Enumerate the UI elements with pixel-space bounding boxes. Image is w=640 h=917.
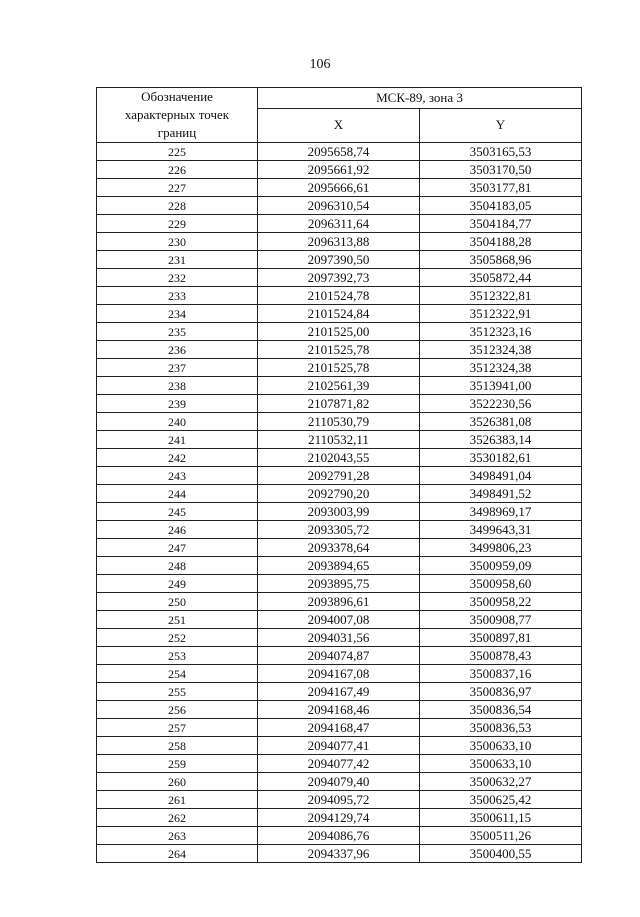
- x-coordinate-cell: 2096311,64: [258, 215, 420, 233]
- y-coordinate-cell: 3500400,55: [420, 845, 582, 863]
- point-number-cell: 227: [97, 179, 258, 197]
- y-coordinate-cell: 3512324,38: [420, 359, 582, 377]
- table-row: [97, 377, 582, 395]
- point-number-cell: 229: [97, 215, 258, 233]
- y-coordinate-cell: 3526381,08: [420, 413, 582, 431]
- table-row: [97, 449, 582, 467]
- x-coordinate-cell: 2101525,78: [258, 341, 420, 359]
- point-number-cell: 259: [97, 755, 258, 773]
- x-coordinate-cell: 2094077,42: [258, 755, 420, 773]
- y-coordinate-cell: 3503165,53: [420, 143, 582, 161]
- table-row: [97, 683, 582, 701]
- point-number-cell: 255: [97, 683, 258, 701]
- point-number-cell: 258: [97, 737, 258, 755]
- table-header: [97, 88, 582, 143]
- table-row: [97, 269, 582, 287]
- x-coordinate-cell: 2095658,74: [258, 143, 420, 161]
- point-number-cell: 247: [97, 539, 258, 557]
- y-coordinate-cell: 3512324,38: [420, 341, 582, 359]
- x-coordinate-cell: 2093003,99: [258, 503, 420, 521]
- x-coordinate-cell: 2101525,00: [258, 323, 420, 341]
- table-row: [97, 791, 582, 809]
- y-coordinate-cell: 3513941,00: [420, 377, 582, 395]
- point-number-cell: 251: [97, 611, 258, 629]
- y-coordinate-cell: 3512323,16: [420, 323, 582, 341]
- table-row: [97, 809, 582, 827]
- table-row: [97, 827, 582, 845]
- table-row: [97, 215, 582, 233]
- x-coordinate-cell: 2092790,20: [258, 485, 420, 503]
- table-row: [97, 143, 582, 161]
- x-coordinate-cell: 2101524,84: [258, 305, 420, 323]
- y-coordinate-cell: 3500959,09: [420, 557, 582, 575]
- header-coordinate-system: МСК-89, зона 3: [258, 88, 582, 109]
- table-row: [97, 539, 582, 557]
- x-coordinate-cell: 2094086,76: [258, 827, 420, 845]
- table-row: [97, 161, 582, 179]
- x-coordinate-cell: 2093895,75: [258, 575, 420, 593]
- x-coordinate-cell: 2093305,72: [258, 521, 420, 539]
- y-coordinate-cell: 3505872,44: [420, 269, 582, 287]
- point-number-cell: 250: [97, 593, 258, 611]
- x-coordinate-cell: 2094074,87: [258, 647, 420, 665]
- table-row: [97, 503, 582, 521]
- point-number-cell: 241: [97, 431, 258, 449]
- point-number-cell: 234: [97, 305, 258, 323]
- table-row: [97, 611, 582, 629]
- x-coordinate-cell: 2096310,54: [258, 197, 420, 215]
- point-number-cell: 253: [97, 647, 258, 665]
- y-coordinate-cell: 3500632,27: [420, 773, 582, 791]
- table-row: [97, 233, 582, 251]
- y-coordinate-cell: 3503170,50: [420, 161, 582, 179]
- y-coordinate-cell: 3500633,10: [420, 737, 582, 755]
- table-row: [97, 647, 582, 665]
- point-number-cell: 245: [97, 503, 258, 521]
- x-coordinate-cell: 2097390,50: [258, 251, 420, 269]
- table-row: [97, 431, 582, 449]
- table-row: [97, 773, 582, 791]
- y-coordinate-cell: 3500897,81: [420, 629, 582, 647]
- y-coordinate-cell: 3512322,91: [420, 305, 582, 323]
- table-row: [97, 737, 582, 755]
- x-coordinate-cell: 2094167,49: [258, 683, 420, 701]
- x-coordinate-cell: 2095661,92: [258, 161, 420, 179]
- table-row: [97, 521, 582, 539]
- x-coordinate-cell: 2102043,55: [258, 449, 420, 467]
- point-number-cell: 240: [97, 413, 258, 431]
- table-row: [97, 395, 582, 413]
- x-coordinate-cell: 2107871,82: [258, 395, 420, 413]
- point-number-cell: 254: [97, 665, 258, 683]
- y-coordinate-cell: 3500958,22: [420, 593, 582, 611]
- table-row: [97, 701, 582, 719]
- y-coordinate-cell: 3530182,61: [420, 449, 582, 467]
- point-number-cell: 231: [97, 251, 258, 269]
- y-coordinate-cell: 3505868,96: [420, 251, 582, 269]
- y-coordinate-cell: 3499806,23: [420, 539, 582, 557]
- point-number-cell: 249: [97, 575, 258, 593]
- table-row: [97, 251, 582, 269]
- y-coordinate-cell: 3498491,04: [420, 467, 582, 485]
- table-row: [97, 467, 582, 485]
- x-coordinate-cell: 2110530,79: [258, 413, 420, 431]
- table-row: [97, 485, 582, 503]
- header-designation-line-2: характерных точек: [124, 107, 230, 122]
- point-number-cell: 235: [97, 323, 258, 341]
- point-number-cell: 262: [97, 809, 258, 827]
- point-number-cell: 226: [97, 161, 258, 179]
- point-number-cell: 243: [97, 467, 258, 485]
- x-coordinate-cell: 2094168,46: [258, 701, 420, 719]
- x-coordinate-cell: 2094079,40: [258, 773, 420, 791]
- point-number-cell: 228: [97, 197, 258, 215]
- x-coordinate-cell: 2101525,78: [258, 359, 420, 377]
- y-coordinate-cell: 3500836,97: [420, 683, 582, 701]
- x-coordinate-cell: 2094095,72: [258, 791, 420, 809]
- table-row: [97, 557, 582, 575]
- y-coordinate-cell: 3500836,53: [420, 719, 582, 737]
- x-coordinate-cell: 2101524,78: [258, 287, 420, 305]
- table-body: [97, 143, 582, 863]
- header-x: X: [258, 108, 420, 142]
- table-row: [97, 197, 582, 215]
- header-designation-line-1: Обозначение: [141, 89, 213, 104]
- x-coordinate-cell: 2094077,41: [258, 737, 420, 755]
- x-coordinate-cell: 2110532,11: [258, 431, 420, 449]
- y-coordinate-cell: 3498491,52: [420, 485, 582, 503]
- x-coordinate-cell: 2092791,28: [258, 467, 420, 485]
- x-coordinate-cell: 2096313,88: [258, 233, 420, 251]
- point-number-cell: 225: [97, 143, 258, 161]
- point-number-cell: 256: [97, 701, 258, 719]
- table-row: [97, 287, 582, 305]
- y-coordinate-cell: 3503177,81: [420, 179, 582, 197]
- point-number-cell: 252: [97, 629, 258, 647]
- x-coordinate-cell: 2094031,56: [258, 629, 420, 647]
- table-row: [97, 755, 582, 773]
- y-coordinate-cell: 3498969,17: [420, 503, 582, 521]
- y-coordinate-cell: 3500633,10: [420, 755, 582, 773]
- x-coordinate-cell: 2093894,65: [258, 557, 420, 575]
- x-coordinate-cell: 2095666,61: [258, 179, 420, 197]
- point-number-cell: 232: [97, 269, 258, 287]
- y-coordinate-cell: 3500908,77: [420, 611, 582, 629]
- point-number-cell: 263: [97, 827, 258, 845]
- y-coordinate-cell: 3504183,05: [420, 197, 582, 215]
- y-coordinate-cell: 3500837,16: [420, 665, 582, 683]
- table-row: [97, 341, 582, 359]
- x-coordinate-cell: 2102561,39: [258, 377, 420, 395]
- point-number-cell: 238: [97, 377, 258, 395]
- table-row: [97, 413, 582, 431]
- point-number-cell: 230: [97, 233, 258, 251]
- point-number-cell: 236: [97, 341, 258, 359]
- y-coordinate-cell: 3500611,15: [420, 809, 582, 827]
- table-row: [97, 719, 582, 737]
- table-row: [97, 593, 582, 611]
- x-coordinate-cell: 2094129,74: [258, 809, 420, 827]
- table-row: [97, 665, 582, 683]
- y-coordinate-cell: 3500958,60: [420, 575, 582, 593]
- y-coordinate-cell: 3500836,54: [420, 701, 582, 719]
- y-coordinate-cell: 3522230,56: [420, 395, 582, 413]
- point-number-cell: 244: [97, 485, 258, 503]
- coordinates-table: [96, 87, 582, 863]
- point-number-cell: 248: [97, 557, 258, 575]
- table-row: [97, 179, 582, 197]
- y-coordinate-cell: 3512322,81: [420, 287, 582, 305]
- x-coordinate-cell: 2094007,08: [258, 611, 420, 629]
- point-number-cell: 264: [97, 845, 258, 863]
- x-coordinate-cell: 2097392,73: [258, 269, 420, 287]
- y-coordinate-cell: 3500511,26: [420, 827, 582, 845]
- table-row: [97, 575, 582, 593]
- y-coordinate-cell: 3526383,14: [420, 431, 582, 449]
- table-row: [97, 323, 582, 341]
- table-row: [97, 845, 582, 863]
- x-coordinate-cell: 2094337,96: [258, 845, 420, 863]
- x-coordinate-cell: 2093896,61: [258, 593, 420, 611]
- point-number-cell: 260: [97, 773, 258, 791]
- y-coordinate-cell: 3500878,43: [420, 647, 582, 665]
- point-number-cell: 237: [97, 359, 258, 377]
- y-coordinate-cell: 3499643,31: [420, 521, 582, 539]
- point-number-cell: 239: [97, 395, 258, 413]
- y-coordinate-cell: 3504188,28: [420, 233, 582, 251]
- x-coordinate-cell: 2094167,08: [258, 665, 420, 683]
- point-number-cell: 233: [97, 287, 258, 305]
- x-coordinate-cell: 2094168,47: [258, 719, 420, 737]
- y-coordinate-cell: 3500625,42: [420, 791, 582, 809]
- page-number: 106: [309, 57, 331, 72]
- header-point-designation: [97, 88, 258, 143]
- point-number-cell: 242: [97, 449, 258, 467]
- table-row: [97, 359, 582, 377]
- table-row: [97, 629, 582, 647]
- point-number-cell: 261: [97, 791, 258, 809]
- point-number-cell: 246: [97, 521, 258, 539]
- y-coordinate-cell: 3504184,77: [420, 215, 582, 233]
- table-row: [97, 305, 582, 323]
- header-y: Y: [420, 108, 582, 142]
- header-designation-line-3: границ: [157, 125, 197, 140]
- x-coordinate-cell: 2093378,64: [258, 539, 420, 557]
- point-number-cell: 257: [97, 719, 258, 737]
